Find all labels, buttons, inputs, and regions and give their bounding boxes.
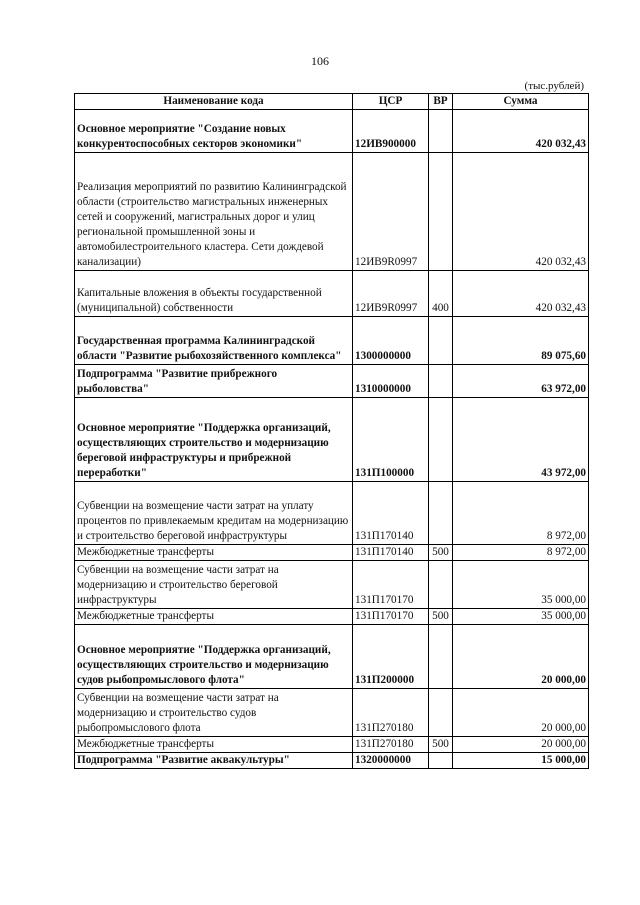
cell-name: Субвенции на возмещение части затрат на уплату процентов по привлекаемым кредитам на модернизацию и строительство береговой инфраструктуры [75, 482, 353, 545]
table-row [75, 110, 589, 153]
cell-sum: 420 032,43 [453, 271, 589, 317]
table-row [75, 365, 589, 398]
cell-sum: 8 972,00 [453, 545, 589, 561]
table-row [75, 609, 589, 625]
cell-vr [429, 625, 453, 689]
cell-name: Подпрограмма "Развитие аквакультуры" [75, 753, 353, 769]
cell-csr: 131П270180 [353, 689, 429, 737]
page-number: 106 [311, 54, 329, 68]
cell-vr [429, 753, 453, 769]
table-header-row [75, 94, 589, 110]
cell-name: Основное мероприятие "Поддержка организаций, осуществляющих строительство и модернизацию береговой инфраструктуры и прибрежной переработки" [75, 398, 353, 482]
cell-vr [429, 110, 453, 153]
cell-csr: 131П270180 [353, 737, 429, 753]
table-row [75, 398, 589, 482]
cell-csr: 131П170170 [353, 609, 429, 625]
table-row [75, 689, 589, 737]
table-row [75, 737, 589, 753]
cell-sum: 35 000,00 [453, 609, 589, 625]
cell-vr: 500 [429, 545, 453, 561]
cell-csr: 1320000000 [353, 753, 429, 769]
column-header-csr: ЦСР [353, 94, 429, 110]
cell-sum: 20 000,00 [453, 625, 589, 689]
table-row [75, 482, 589, 545]
column-header-name: Наименование кода [75, 94, 353, 110]
table-row [75, 625, 589, 689]
cell-csr: 12ИВ900000 [353, 110, 429, 153]
table-row [75, 317, 589, 365]
cell-sum: 20 000,00 [453, 737, 589, 753]
cell-sum: 8 972,00 [453, 482, 589, 545]
table-row [75, 753, 589, 769]
cell-vr: 500 [429, 609, 453, 625]
table-row [75, 561, 589, 609]
cell-name: Основное мероприятие "Создание новых конкурентоспособных секторов экономики" [75, 110, 353, 153]
cell-sum: 420 032,43 [453, 153, 589, 271]
cell-csr: 1310000000 [353, 365, 429, 398]
cell-name: Капитальные вложения в объекты государственной (муниципальной) собственности [75, 271, 353, 317]
cell-name: Межбюджетные трансферты [75, 609, 353, 625]
cell-name: Реализация мероприятий по развитию Калининградской области (строительство магистральных инженерных сетей и сооружений, магистральных дорог и улиц региональной промышленной зоны и автомобилестроительного кластера. Сети дождевой канализации) [75, 153, 353, 271]
cell-csr: 12ИВ9R0997 [353, 153, 429, 271]
column-header-vr: ВР [429, 94, 453, 110]
cell-vr: 500 [429, 737, 453, 753]
cell-csr: 1300000000 [353, 317, 429, 365]
cell-csr: 131П170140 [353, 545, 429, 561]
cell-csr: 12ИВ9R0997 [353, 271, 429, 317]
cell-sum: 35 000,00 [453, 561, 589, 609]
units-label: (тыс.рублей) [524, 80, 584, 92]
cell-vr [429, 365, 453, 398]
cell-sum: 420 032,43 [453, 110, 589, 153]
budget-table [74, 93, 589, 769]
cell-sum: 63 972,00 [453, 365, 589, 398]
cell-vr [429, 398, 453, 482]
cell-csr: 131П170170 [353, 561, 429, 609]
cell-sum: 20 000,00 [453, 689, 589, 737]
cell-csr: 131П100000 [353, 398, 429, 482]
cell-vr [429, 317, 453, 365]
cell-sum: 89 075,60 [453, 317, 589, 365]
cell-vr [429, 482, 453, 545]
cell-name: Межбюджетные трансферты [75, 545, 353, 561]
cell-vr [429, 153, 453, 271]
column-header-sum: Сумма [453, 94, 589, 110]
cell-name: Субвенции на возмещение части затрат на модернизацию и строительство береговой инфраструктуры [75, 561, 353, 609]
cell-csr: 131П200000 [353, 625, 429, 689]
cell-sum: 15 000,00 [453, 753, 589, 769]
cell-sum: 43 972,00 [453, 398, 589, 482]
cell-name: Субвенции на возмещение части затрат на модернизацию и строительство судов рыбопромыслового флота [75, 689, 353, 737]
cell-name: Государственная программа Калининградской области "Развитие рыбохозяйственного комплекса" [75, 317, 353, 365]
cell-name: Подпрограмма "Развитие прибрежного рыболовства" [75, 365, 353, 398]
cell-vr [429, 689, 453, 737]
table-row [75, 545, 589, 561]
cell-name: Межбюджетные трансферты [75, 737, 353, 753]
cell-vr [429, 561, 453, 609]
cell-vr: 400 [429, 271, 453, 317]
table-row [75, 271, 589, 317]
table-row [75, 153, 589, 271]
cell-name: Основное мероприятие "Поддержка организаций, осуществляющих строительство и модернизацию судов рыбопромыслового флота" [75, 625, 353, 689]
cell-csr: 131П170140 [353, 482, 429, 545]
